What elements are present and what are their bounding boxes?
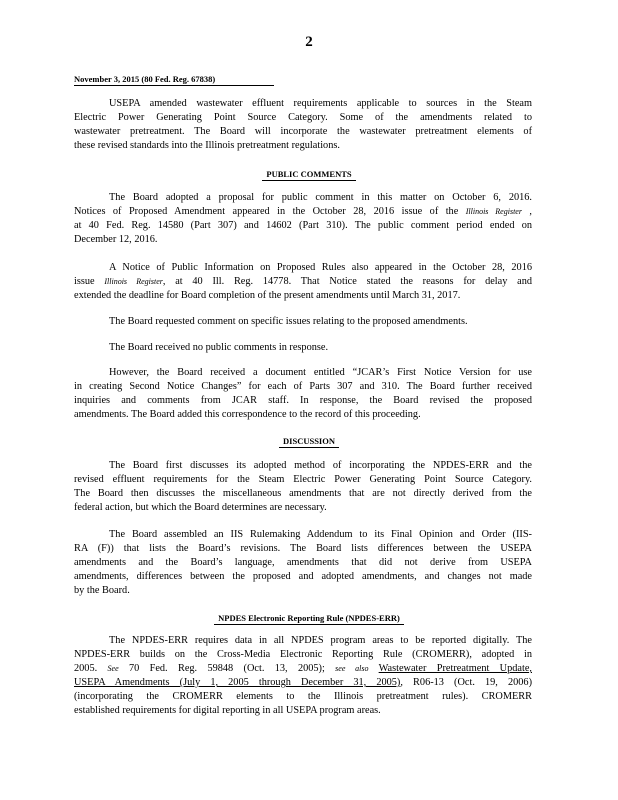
- text-line: [74, 676, 532, 690]
- text-line: The Board adopted a proposal for public comment in this matter on October 6, 2016.: [109, 192, 532, 203]
- text-line: A Notice of Public Information on Proposed Rules also appeared in the October 28, 2016: [109, 262, 532, 273]
- text-line: [74, 662, 532, 676]
- text-segment: 2005.: [74, 663, 98, 674]
- text-line: December 12, 2016.: [74, 234, 158, 245]
- text-line: However, the Board received a document entitled “JCAR’s First Notice Version for use: [109, 367, 532, 378]
- text-line: inquiries and comments from JCAR staff. In response, the Board revised the proposed: [74, 395, 532, 406]
- paragraph-notice-public-information: [74, 261, 532, 303]
- text-line: Notices of Proposed Amendment appeared in the October 28, 2016 issue of the Illinois Register ,: [74, 206, 532, 217]
- paragraph-board-requested: [74, 315, 532, 329]
- text-line: RA (F)) that lists the Board’s revisions. The Board lists differences between the USEPA: [74, 543, 532, 554]
- section-heading-discussion: [0, 436, 618, 446]
- text-line: amendments and the Board’s language, amendments that did not derive from USEPA: [74, 557, 532, 568]
- heading-text: DISCUSSION: [279, 436, 339, 448]
- italic-citation: Illinois Register: [104, 277, 163, 286]
- heading-text: PUBLIC COMMENTS: [262, 169, 355, 181]
- text-line: at 40 Fed. Reg. 14580 (Part 307) and 14602 (Part 310). The public comment period ended on: [74, 220, 532, 231]
- text-line: NPDES-ERR builds on the Cross-Media Electronic Reporting Rule (CROMERR), adopted in: [74, 649, 532, 660]
- text-line: The Board first discusses its adopted method of incorporating the NPDES-ERR and the: [109, 460, 532, 471]
- text-line: The Board assembled an IIS Rulemaking Addendum to its Final Opinion and Order (IIS-: [109, 529, 532, 540]
- case-title-underlined: Wastewater Pretreatment Update,: [378, 663, 532, 674]
- paragraph-usepa-amendments: [74, 97, 532, 153]
- text-segment: , at 40 Ill. Reg. 14778. That Notice stated the reasons for delay and: [162, 276, 533, 287]
- text-line: [74, 275, 532, 289]
- text-segment: Notices of Proposed Amendment appeared in the October 28, 2016 issue of the: [74, 206, 459, 217]
- text-line: wastewater pretreatment. The Board will incorporate the wastewater pretreatment elements of: [74, 126, 532, 137]
- text-segment: , R06-13 (Oct. 19, 2006): [400, 677, 532, 688]
- case-title-underlined: USEPA Amendments (July 1, 2005 through December 31, 2005): [74, 677, 401, 688]
- paragraph-npdes-err: [74, 634, 532, 718]
- text-line: amendments, differences between the proposed and adopted amendments, and changes not made: [74, 571, 532, 582]
- text-line: by the Board.: [74, 585, 130, 596]
- text-line: revised effluent requirements for the Steam Electric Power Generating Point Source Category.: [74, 474, 532, 485]
- text-segment: issue: [74, 276, 95, 287]
- italic-citation: Illinois Register: [465, 207, 522, 216]
- text-line: extended the deadline for Board completion of the present amendments until March 31, 2017.: [74, 290, 461, 301]
- paragraph-no-comments: [74, 341, 532, 355]
- federal-register-citation: November 3, 2015 (80 Fed. Reg. 67838): [74, 74, 274, 86]
- text-line: amendments. The Board added this correspondence to the record of this proceeding.: [74, 409, 421, 420]
- text-line: The NPDES-ERR requires data in all NPDES program areas to be reported digitally. The: [109, 635, 532, 646]
- italic-signal: see also: [335, 664, 369, 673]
- page-number: 2: [305, 34, 313, 50]
- text-line: The Board received no public comments in response.: [109, 342, 329, 353]
- text-line: in creating Second Notice Changes” for each of Parts 307 and 310. The Board further received: [74, 381, 532, 392]
- italic-signal: See: [107, 664, 119, 673]
- text-line: these revised standards into the Illinois pretreatment regulations.: [74, 140, 340, 151]
- text-segment: 70 Fed. Reg. 59848 (Oct. 13, 2005);: [128, 663, 325, 674]
- text-line: The Board then discusses the miscellaneous amendments that are not directly derived from the: [74, 488, 532, 499]
- text-line: Electric Power Generating Point Source Category. Some of the amendments related to: [74, 112, 532, 123]
- heading-text: NPDES Electronic Reporting Rule (NPDES-ERR): [214, 613, 404, 625]
- text-line: established requirements for digital reporting in all USEPA program areas.: [74, 705, 381, 716]
- paragraph-proposal-adopted: [74, 191, 532, 247]
- text-line: USEPA amended wastewater effluent requirements applicable to sources in the Steam: [109, 98, 532, 109]
- section-heading-npdes-err: [0, 613, 618, 623]
- paragraph-iis-addendum: [74, 528, 532, 598]
- text-line: federal action, but which the Board determines are necessary.: [74, 502, 327, 513]
- text-line: The Board requested comment on specific issues relating to the proposed amendments.: [109, 316, 468, 327]
- section-heading-public-comments: [0, 169, 618, 179]
- paragraph-discussion-overview: [74, 459, 532, 515]
- text-line: (incorporating the CROMERR elements to the Illinois pretreatment rules). CROMERR: [74, 691, 532, 702]
- paragraph-jcar-document: [74, 366, 532, 422]
